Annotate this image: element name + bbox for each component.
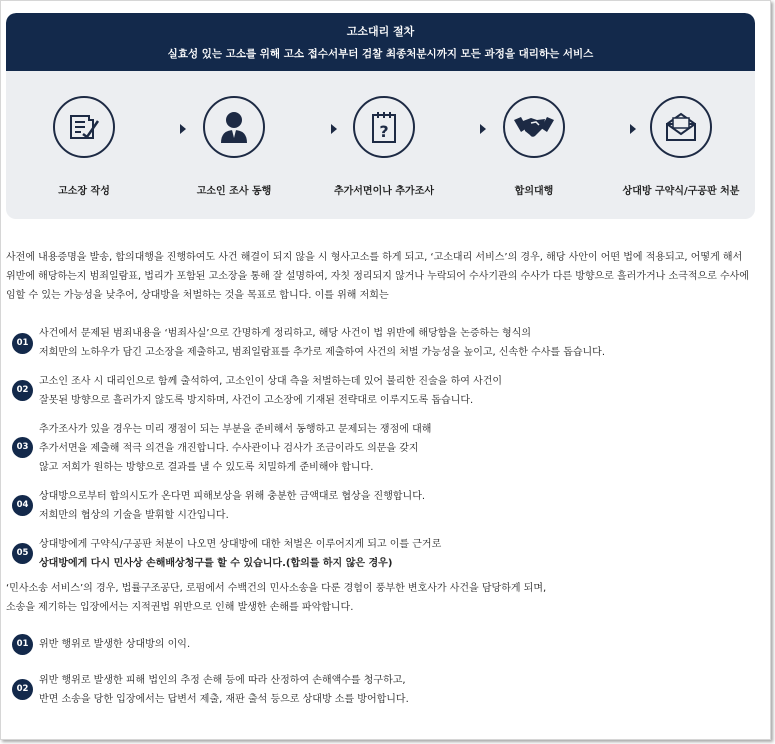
document-pen-icon <box>53 96 115 158</box>
number-badge: 01 <box>12 333 33 354</box>
banner-title: 고소대리 절차 <box>346 25 415 38</box>
item-line: 저희만의 노하우가 담긴 고소장을 제출하고, 범죄일람표를 추가로 제출하여 사건의 처벌 가능성을 높이고, 신속한 수사를 돕습니다. <box>39 347 606 358</box>
list-item <box>6 635 756 654</box>
list-item <box>6 420 756 477</box>
step-disposition <box>611 96 751 197</box>
item-line: 추가조사가 있을 경우는 미리 쟁점이 되는 부분을 준비해서 동행하고 문제되는 쟁점에 대해 <box>39 424 432 435</box>
step-label: 상대방 구약식/구공판 처분 <box>622 186 740 197</box>
number-badge: 05 <box>12 543 33 564</box>
list-item <box>6 487 756 525</box>
step-interview-accompany <box>164 96 304 197</box>
civil-intro-line: ‘민사소송 서비스’의 경우, 법률구조공단, 로펌에서 수백건의 민사소송을 다룬 경험이 풍부한 변호사가 사건을 담당하게 되며, <box>6 583 547 594</box>
list-item <box>6 324 756 362</box>
procedure-steps <box>6 71 755 219</box>
number-badge: 03 <box>12 437 33 458</box>
number-badge: 02 <box>12 679 33 700</box>
step-label: 추가서면이나 추가조사 <box>333 186 435 197</box>
item-line: 상대방으로부터 합의시도가 온다면 피해보상을 위해 충분한 금액대로 협상을 진행합니다. <box>39 491 426 502</box>
item-line: 반면 소송을 당한 입장에서는 답변서 제출, 재판 출석 등으로 상대방 소를 방어합니다. <box>39 694 409 705</box>
civil-intro-line: 소송을 제기하는 입장에서는 지적권법 위반으로 인해 발생한 손해를 파악합니다. <box>6 602 354 613</box>
step-label: 고소인 조사 동행 <box>196 186 272 197</box>
item-line: 상대방에게 구약식/구공판 처분이 나오면 상대방에 대한 처벌은 이루어지게 되고 이를 근거로 <box>39 539 442 550</box>
description-content <box>6 248 756 709</box>
intro-line: 위반에 해당하는지 범죄일람표, 법리가 포함된 고소장을 통해 잘 설명하여, 자칫 정리되지 않거나 누락되어 수사기관의 수사가 다른 방향으로 흘러가거나 소극적으로 수사에 <box>6 271 749 282</box>
item-line: 고소인 조사 시 대리인으로 함께 출석하여, 고소인이 상대 측을 처벌하는데 있어 불리한 진술을 하여 사건이 <box>39 376 503 387</box>
item-line: 않고 저희가 원하는 방향으로 결과를 낼 수 있도록 치밀하게 준비해야 합니다. <box>39 462 374 473</box>
person-icon <box>203 96 265 158</box>
civil-intro-paragraph <box>6 579 756 617</box>
intro-line: 사전에 내용증명을 발송, 합의대행을 진행하여도 사건 해결이 되지 않을 시 형사고소를 하게 되고, ‘고소대리 서비스’의 경우, 해당 사안이 어떤 법에 적용되고, 어떻게 해서 <box>6 252 743 263</box>
step-label: 고소장 작성 <box>58 186 110 197</box>
item-line: 잘못된 방향으로 흘러가지 않도록 방지하며, 사건이 고소장에 기재된 전략대로 이루지도록 돕습니다. <box>39 395 474 406</box>
list-item <box>6 671 756 709</box>
number-badge: 04 <box>12 495 33 516</box>
procedure-banner <box>6 13 755 71</box>
number-badge: 02 <box>12 380 33 401</box>
svg-text:?: ? <box>379 122 389 141</box>
item-line: 상대방에게 다시 민사상 손해배상청구를 할 수 있습니다.(합의를 하지 않은 경우) <box>39 558 393 569</box>
item-line: 위반 행위로 발생한 피해 법인의 추정 손해 등에 따라 산정하여 손해액수를 청구하고, <box>39 675 406 686</box>
step-complaint-writing <box>14 96 154 197</box>
list-item <box>6 535 756 573</box>
item-line: 추가서면을 제출해 적극 의견을 개진합니다. 수사관이나 검사가 조금이라도 의문을 갖지 <box>39 443 419 454</box>
intro-paragraph <box>6 248 756 305</box>
intro-line: 임할 수 있는 가능성을 낮추어, 상대방을 처벌하는 것을 목표로 합니다. 이를 위해 저희는 <box>6 290 389 301</box>
procedure-panel <box>6 13 755 219</box>
handshake-icon <box>503 96 565 158</box>
banner-subtitle: 실효성 있는 고소를 위해 고소 접수서부터 검찰 최종처분시까지 모든 과정을 대리하는 서비스 <box>167 48 594 60</box>
step-settlement <box>464 96 604 197</box>
item-line: 사건에서 문제된 범죄내용을 ‘범죄사실’으로 간명하게 정리하고, 해당 사건이 법 위반에 해당함을 논증하는 형식의 <box>39 328 532 339</box>
clipboard-question-icon <box>353 96 415 158</box>
item-line: 위반 행위로 발생한 상대방의 이익. <box>39 639 191 650</box>
item-line: 저희만의 협상의 기술을 발휘할 시간입니다. <box>39 510 229 521</box>
step-label: 합의대행 <box>514 186 554 197</box>
list-item <box>6 372 756 410</box>
envelope-icon <box>650 96 712 158</box>
step-additional-documents <box>314 96 454 197</box>
number-badge: 01 <box>12 634 33 655</box>
